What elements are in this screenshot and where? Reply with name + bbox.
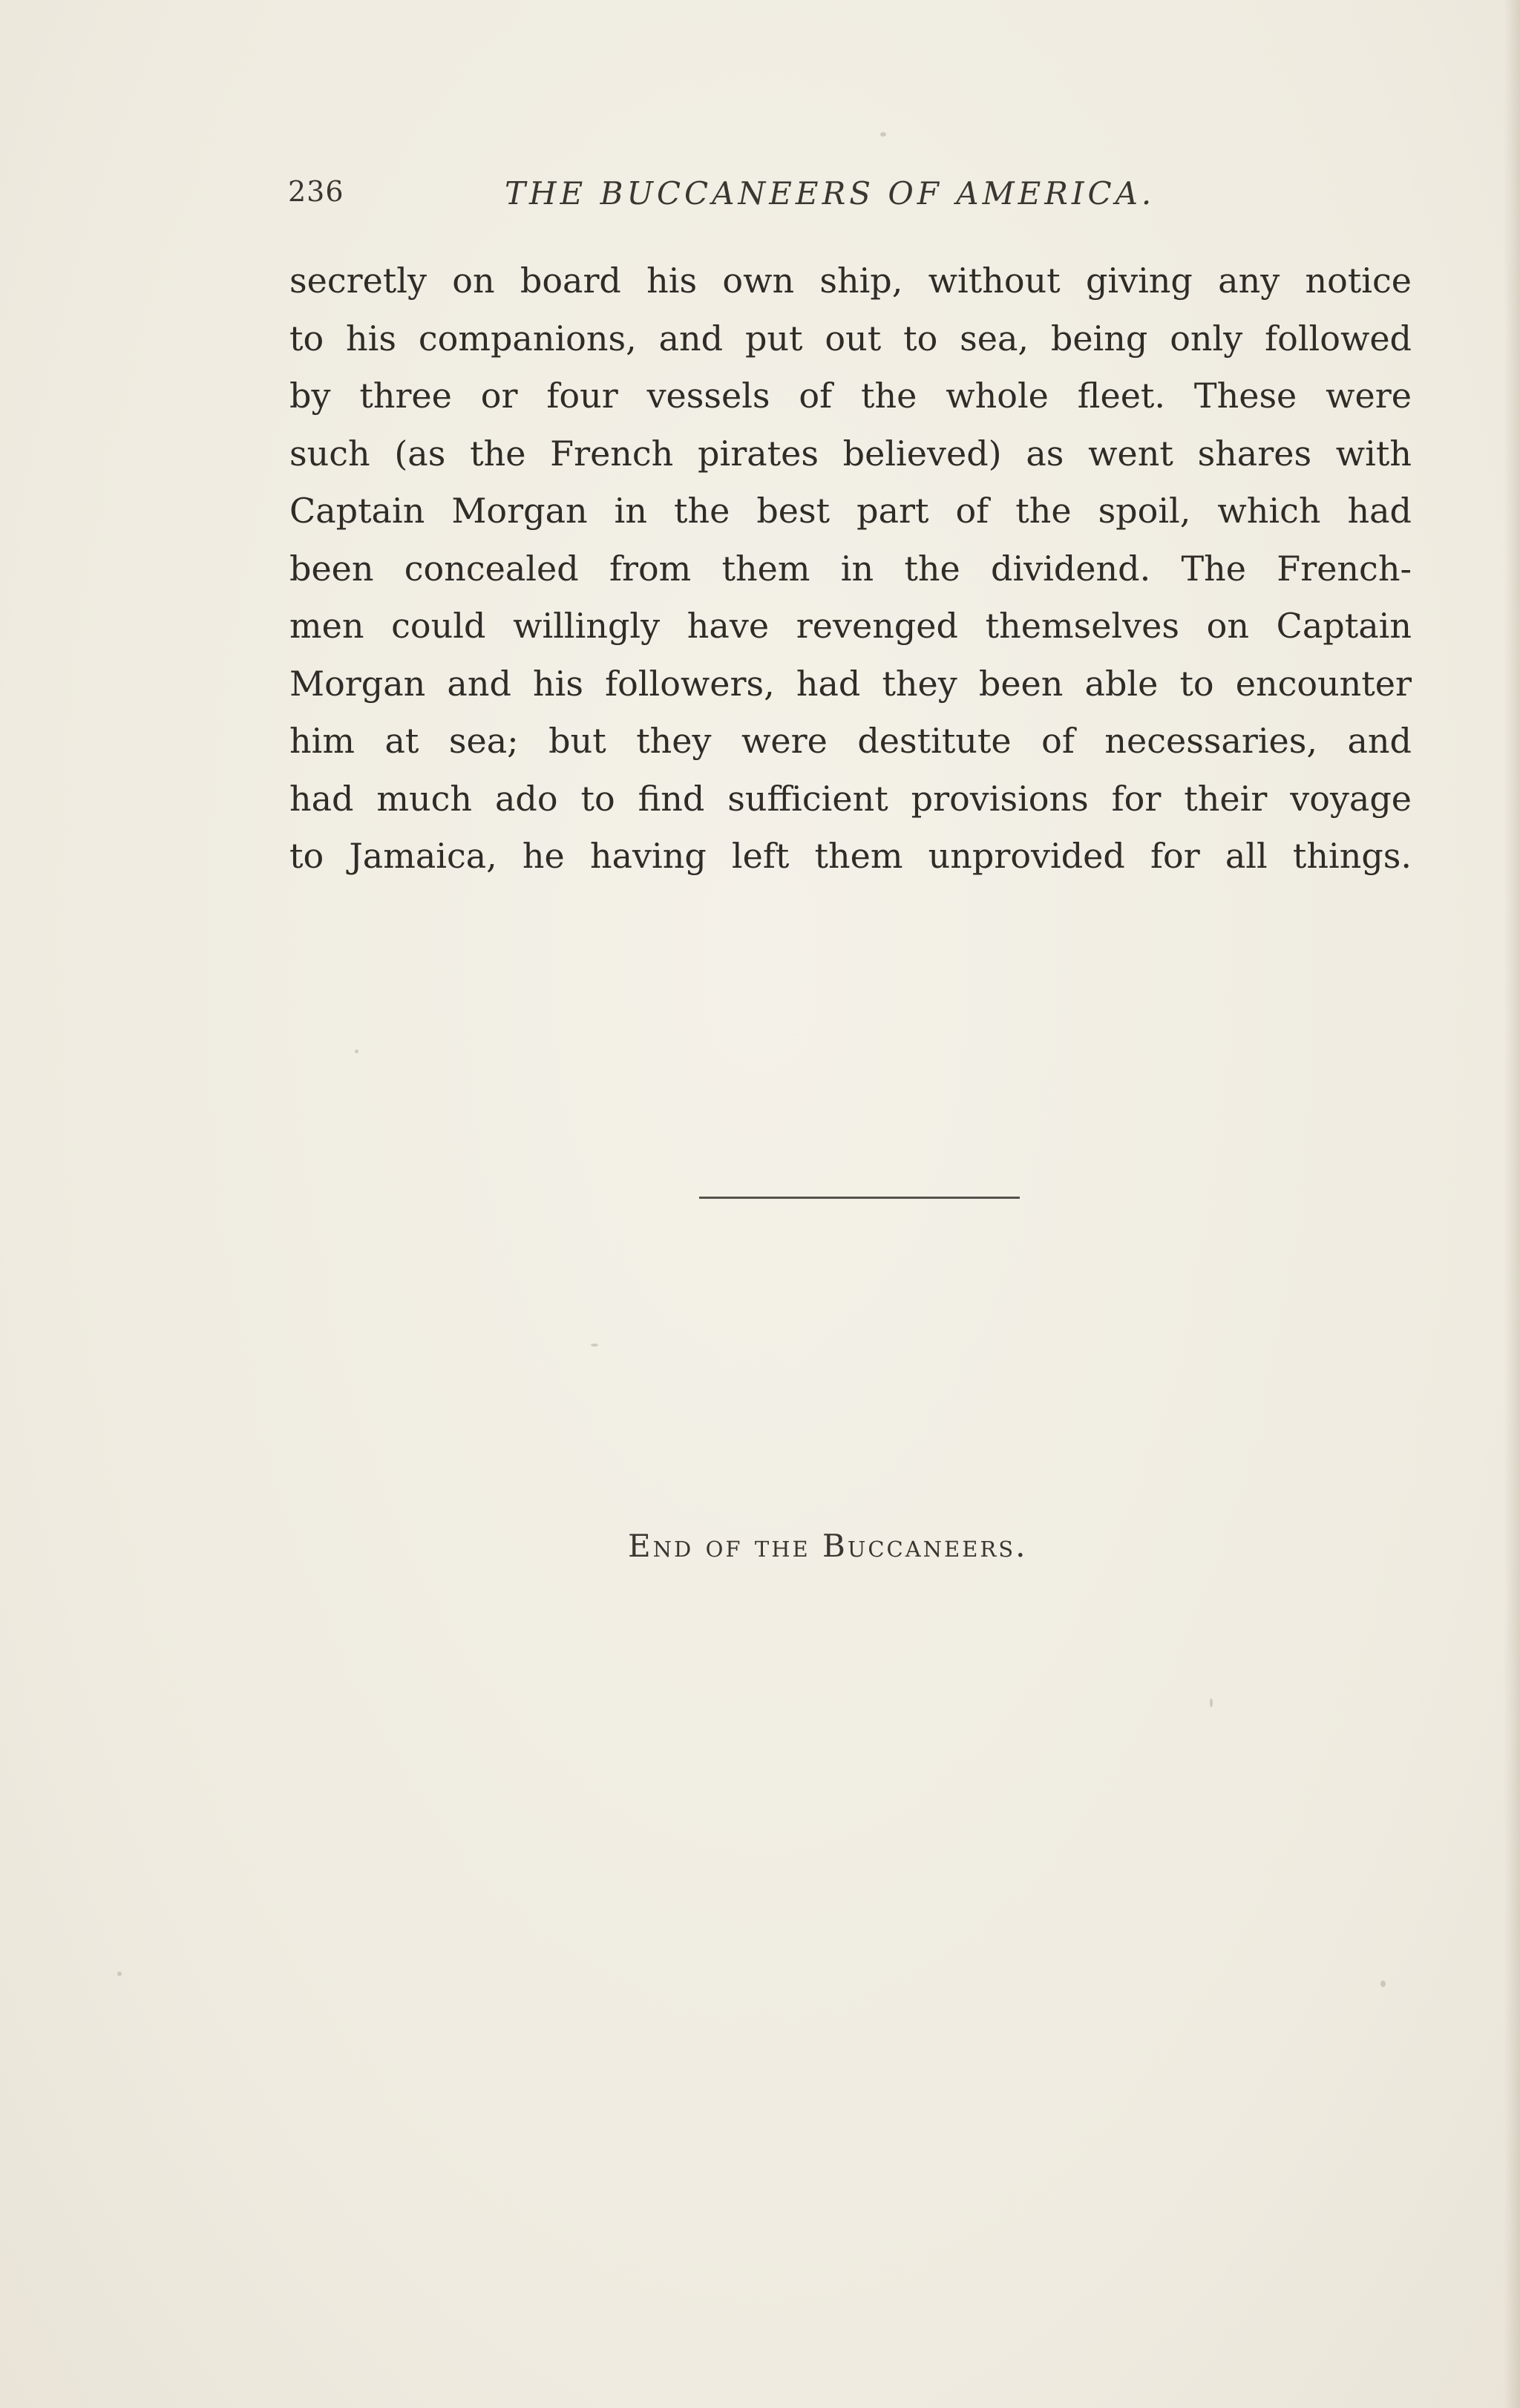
paper-speck [880,132,886,137]
text-line: to Jamaica, he having left them unprovided for all things. [289,836,1412,876]
page-edge-shadow [1504,0,1520,2408]
text-line: by three or four vessels of the whole fleet. These were [289,376,1412,416]
paper-speck [355,1050,358,1053]
text-line: Morgan and his followers, had they been able to encounter [289,663,1412,704]
page-number: 236 [288,175,344,208]
text-line: to his companions, and put out to sea, being only followed [289,318,1412,359]
text-line: him at sea; but they were destitute of necessaries, and [289,721,1412,761]
text-line: Captain Morgan in the best part of the spoil, which had [289,491,1412,531]
paper-speck [1380,1980,1386,1987]
end-note: End of the Buccaneers. [628,1528,1028,1564]
text-line: had much ado to find sufficient provisions for their voyage [289,778,1412,819]
text-line: secretly on board his own ship, without giving any notice [289,261,1412,301]
paper-speck [1210,1698,1213,1707]
paper-speck [591,1344,598,1347]
text-line: been concealed from them in the dividend. The French- [289,548,1412,589]
paper-speck [117,1972,122,1976]
section-divider-rule [699,1197,1020,1199]
text-line: men could willingly have revenged themselves on Captain [289,606,1412,646]
body-paragraph [289,252,1412,886]
text-line: such (as the French pirates believed) as went shares with [289,433,1412,474]
running-title: THE BUCCANEERS OF AMERICA. [505,175,1156,212]
running-header [288,175,1410,220]
